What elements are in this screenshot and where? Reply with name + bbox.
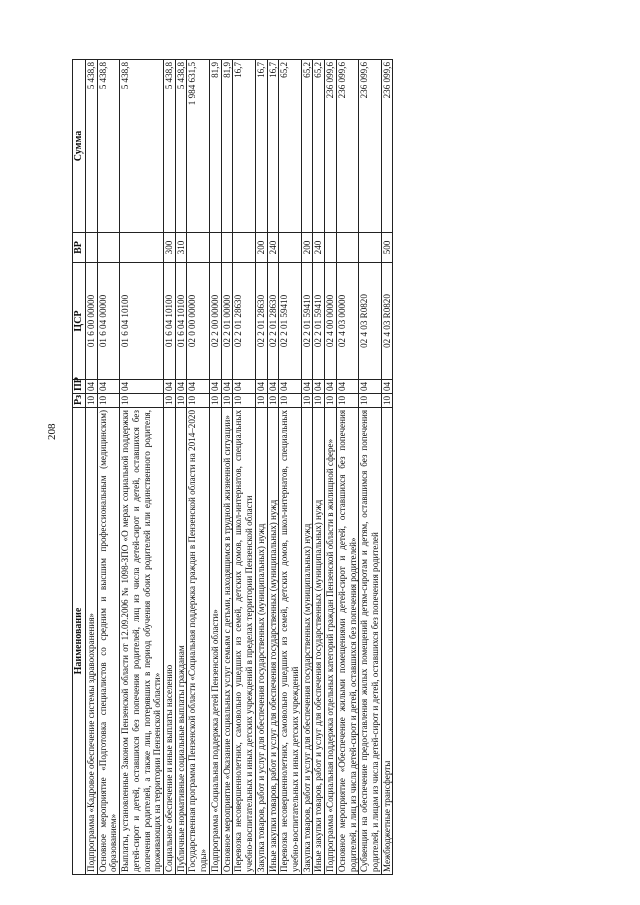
cell-vr: 200: [255, 233, 267, 263]
table-row: [120, 60, 164, 875]
cell-vr: [359, 233, 381, 263]
cell-name: Основное мероприятие «Подготовка специалистов со средним и высшим профессиональным (медицинским) образованием»: [97, 408, 119, 875]
cell-csr: 01 6 04 10100: [175, 263, 187, 380]
cell-name: Субвенции на обеспечение предоставления жилых помещений детям-сиротам и детям, оставшимся без попечения родителей, и лицам из числа детей-сирот и детей, оставшихся без попечения родителей: [359, 408, 381, 875]
cell-rz: 10: [164, 394, 176, 408]
cell-csr: 02 2 01 28630: [255, 263, 267, 380]
header-name: Наименование: [73, 408, 86, 875]
cell-name: Основное мероприятие «Обеспечение жилыми помещениями детей-сирот и детей, оставшихся без попечения родителей, и лиц из числа детей-сирот и детей, оставшихся без попечения родителей»: [336, 408, 358, 875]
cell-csr: 02 0 00 00000: [187, 263, 209, 380]
cell-rz: 10: [301, 394, 313, 408]
cell-rz: 10: [187, 394, 209, 408]
cell-name: Выплаты, установленные Законом Пензенской области от 12.09.2006 № 1098-ЗПО «О мерах социальной поддержки детей-сирот и детей, оставшихся без попечения родителей, лиц из числа детей-сирот и детей, оставшихся без попечения родителей, а также лиц, потерявших в период обучения обоих родителей или единственного родителя, проживающих на территории Пензенской области»: [120, 408, 164, 875]
table-row: [221, 60, 233, 875]
cell-sum: 16,7: [233, 60, 255, 233]
cell-vr: [187, 233, 209, 263]
cell-rz: 10: [325, 394, 337, 408]
cell-vr: 240: [267, 233, 279, 263]
cell-sum: 81,9: [209, 60, 221, 233]
cell-vr: 500: [381, 233, 393, 263]
table-row: [359, 60, 381, 875]
cell-rz: 10: [209, 394, 221, 408]
table-row: [233, 60, 255, 875]
table-row: [209, 60, 221, 875]
table-row: [164, 60, 176, 875]
cell-name: Подпрограмма «Социальная поддержка отдельных категорий граждан Пензенской области в жилищной сфере»: [325, 408, 337, 875]
cell-vr: 310: [175, 233, 187, 263]
cell-pr: 04: [313, 380, 325, 394]
cell-pr: 04: [175, 380, 187, 394]
cell-vr: 200: [301, 233, 313, 263]
cell-sum: 1 984 631,5: [187, 60, 209, 233]
header-pr: ПР: [73, 380, 86, 394]
cell-rz: 10: [267, 394, 279, 408]
cell-vr: [325, 233, 337, 263]
budget-table: [72, 59, 393, 875]
cell-pr: 04: [187, 380, 209, 394]
table-row: [255, 60, 267, 875]
cell-vr: [97, 233, 119, 263]
cell-csr: 02 4 03 R0820: [381, 263, 393, 380]
header-sum: Сумма: [73, 60, 86, 233]
cell-sum: 65,2: [301, 60, 313, 233]
cell-pr: 04: [221, 380, 233, 394]
cell-name: Подпрограмма «Социальная поддержка детей Пензенской области»: [209, 408, 221, 875]
cell-vr: [209, 233, 221, 263]
cell-csr: 01 6 04 10100: [164, 263, 176, 380]
table-row: [313, 60, 325, 875]
cell-pr: 04: [120, 380, 164, 394]
cell-rz: 10: [233, 394, 255, 408]
cell-sum: 5 438,8: [164, 60, 176, 233]
cell-name: Подпрограмма «Кадровое обеспечение системы здравоохранения»: [86, 408, 98, 875]
cell-sum: 5 438,8: [175, 60, 187, 233]
cell-pr: 04: [381, 380, 393, 394]
cell-vr: [279, 233, 301, 263]
cell-pr: 04: [164, 380, 176, 394]
table-row: [86, 60, 98, 875]
cell-name: Иные закупки товаров, работ и услуг для обеспечения государственных (муниципальных) нужд: [313, 408, 325, 875]
cell-rz: 10: [359, 394, 381, 408]
cell-sum: 236 099,6: [381, 60, 393, 233]
cell-pr: 04: [359, 380, 381, 394]
cell-rz: 10: [97, 394, 119, 408]
table-row: [381, 60, 393, 875]
cell-name: Межбюджетные трансферты: [381, 408, 393, 875]
cell-csr: 02 2 00 00000: [209, 263, 221, 380]
cell-vr: [233, 233, 255, 263]
header-csr: ЦСР: [73, 263, 86, 380]
header-rz: Рз: [73, 394, 86, 408]
rotated-table-container: [72, 60, 600, 875]
cell-csr: 02 4 03 00000: [336, 263, 358, 380]
cell-name: Социальное обеспечение и иные выплаты населению: [164, 408, 176, 875]
cell-rz: 10: [336, 394, 358, 408]
cell-sum: 236 099,6: [336, 60, 358, 233]
cell-name: Основное мероприятие «Оказание социальных услуг семьям с детьми, находящимся в трудной жизненной ситуации»: [221, 408, 233, 875]
table-header-row: [73, 60, 86, 875]
cell-name: Закупка товаров, работ и услуг для обеспечения государственных (муниципальных) нужд: [255, 408, 267, 875]
cell-pr: 04: [86, 380, 98, 394]
table-row: [301, 60, 313, 875]
cell-name: Государственная программа Пензенской области «Социальная поддержка граждан в Пензенской области на 2014–2020 годы»: [187, 408, 209, 875]
cell-sum: 5 438,8: [97, 60, 119, 233]
cell-pr: 04: [255, 380, 267, 394]
cell-csr: 01 6 04 10100: [120, 263, 164, 380]
cell-rz: 10: [120, 394, 164, 408]
table-row: [267, 60, 279, 875]
cell-rz: 10: [86, 394, 98, 408]
cell-rz: 10: [279, 394, 301, 408]
cell-pr: 04: [279, 380, 301, 394]
cell-name: Закупка товаров, работ и услуг для обеспечения государственных (муниципальных) нужд: [301, 408, 313, 875]
cell-name: Публичные нормативные социальные выплаты гражданам: [175, 408, 187, 875]
cell-rz: 10: [381, 394, 393, 408]
cell-pr: 04: [336, 380, 358, 394]
cell-csr: 01 6 04 00000: [97, 263, 119, 380]
cell-rz: 10: [221, 394, 233, 408]
cell-csr: 02 2 01 28630: [267, 263, 279, 380]
cell-pr: 04: [301, 380, 313, 394]
cell-vr: 300: [164, 233, 176, 263]
header-vr: ВР: [73, 233, 86, 263]
cell-pr: 04: [233, 380, 255, 394]
cell-sum: 5 438,8: [86, 60, 98, 233]
cell-csr: 02 2 01 28630: [233, 263, 255, 380]
cell-csr: 02 2 01 59410: [301, 263, 313, 380]
cell-rz: 10: [313, 394, 325, 408]
cell-csr: 02 2 01 59410: [313, 263, 325, 380]
cell-vr: [336, 233, 358, 263]
cell-vr: 240: [313, 233, 325, 263]
cell-sum: 16,7: [255, 60, 267, 233]
cell-sum: 5 438,8: [120, 60, 164, 233]
page-number: 208: [46, 423, 58, 440]
cell-sum: 236 099,6: [359, 60, 381, 233]
table-row: [336, 60, 358, 875]
cell-csr: 02 2 01 59410: [279, 263, 301, 380]
cell-vr: [120, 233, 164, 263]
cell-csr: 02 4 00 00000: [325, 263, 337, 380]
cell-vr: [86, 233, 98, 263]
cell-name: Перевозка несовершеннолетних, самовольно ушедших из семей, детских домов, школ-интернатов, специальных учебно-воспитательных и иных детских учреждений в пределах территории Пензенской области: [233, 408, 255, 875]
table-row: [187, 60, 209, 875]
table-row: [97, 60, 119, 875]
cell-csr: 01 6 00 00000: [86, 263, 98, 380]
cell-rz: 10: [255, 394, 267, 408]
table-row: [175, 60, 187, 875]
cell-name: Иные закупки товаров, работ и услуг для обеспечения государственных (муниципальных) нужд: [267, 408, 279, 875]
cell-csr: 02 2 01 00000: [221, 263, 233, 380]
cell-sum: 16,7: [267, 60, 279, 233]
table-row: [279, 60, 301, 875]
cell-sum: 65,2: [279, 60, 301, 233]
table-row: [325, 60, 337, 875]
cell-name: Перевозка несовершеннолетних, самовольно ушедших из семей, детских домов, школ-интернатов, специальных учебно-воспитательных и иных детских учреждений: [279, 408, 301, 875]
cell-vr: [221, 233, 233, 263]
cell-rz: 10: [175, 394, 187, 408]
cell-sum: 65,2: [313, 60, 325, 233]
cell-pr: 04: [97, 380, 119, 394]
cell-pr: 04: [209, 380, 221, 394]
cell-pr: 04: [267, 380, 279, 394]
cell-csr: 02 4 03 R0820: [359, 263, 381, 380]
cell-pr: 04: [325, 380, 337, 394]
cell-sum: 236 099,6: [325, 60, 337, 233]
cell-sum: 81,9: [221, 60, 233, 233]
